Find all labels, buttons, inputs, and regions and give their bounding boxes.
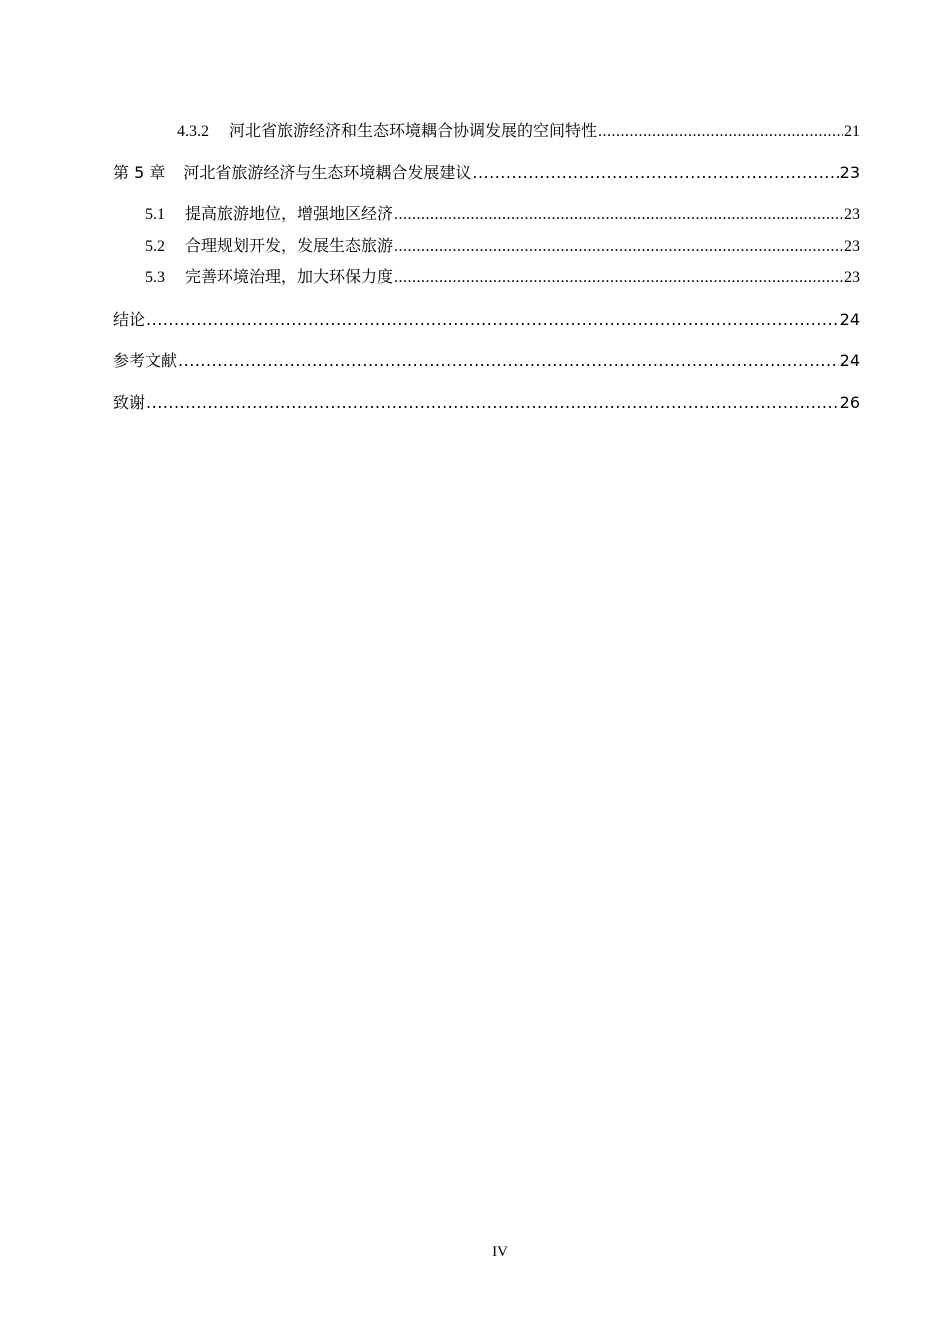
toc-entry-5-3[interactable] (113, 268, 860, 288)
toc-entry-5-1[interactable] (113, 205, 860, 225)
toc-entry-number: 5.2 (145, 238, 165, 255)
toc-entry-acknowledgements[interactable] (113, 393, 860, 413)
toc-entry-conclusion[interactable] (113, 310, 860, 330)
toc-entry-title: 参考文献 (113, 351, 178, 370)
toc-leader-dots (178, 351, 839, 371)
toc-entry-number: 5.1 (145, 206, 165, 223)
toc-entry-number: 4.3.2 (177, 123, 209, 140)
toc-entry-title: 完善环境治理，加大环保力度 (185, 269, 394, 286)
toc-entry-page: 21 (844, 123, 860, 140)
toc-leader-dots (394, 268, 843, 288)
toc-entry-number: 5.3 (145, 269, 165, 286)
toc-leader-dots (472, 163, 838, 183)
toc-entry-page: 24 (839, 310, 860, 329)
table-of-contents (113, 118, 860, 413)
toc-entry-page: 23 (844, 238, 860, 255)
toc-entry-title: 结论 (113, 310, 146, 329)
toc-entry-5-2[interactable] (113, 237, 860, 257)
toc-entry-title: 致谢 (113, 393, 146, 412)
toc-entry-page: 24 (839, 351, 860, 370)
toc-entry-references[interactable] (113, 351, 860, 371)
toc-entry-page: 26 (839, 393, 860, 412)
toc-entry-title: 河北省旅游经济和生态环境耦合协调发展的空间特性 (229, 123, 598, 140)
page-number: IV (492, 1244, 508, 1260)
toc-entry-title: 提高旅游地位，增强地区经济 (185, 206, 394, 223)
toc-entry-page: 23 (844, 206, 860, 223)
toc-entry-title: 合理规划开发，发展生态旅游 (185, 238, 394, 255)
toc-entry-title: 河北省旅游经济与生态环境耦合发展建议 (183, 163, 472, 182)
toc-leader-dots (146, 393, 839, 413)
toc-entry-number: 第 5 章 (113, 163, 166, 182)
toc-leader-dots (146, 310, 839, 330)
toc-entry-chapter-5[interactable] (113, 163, 860, 183)
toc-entry-page: 23 (839, 163, 860, 182)
toc-leader-dots (394, 237, 843, 257)
toc-entry-page: 23 (844, 269, 860, 286)
toc-leader-dots (598, 122, 843, 142)
toc-entry-4-3-2[interactable] (113, 122, 860, 142)
page-footer (0, 1243, 950, 1261)
toc-leader-dots (394, 205, 843, 225)
